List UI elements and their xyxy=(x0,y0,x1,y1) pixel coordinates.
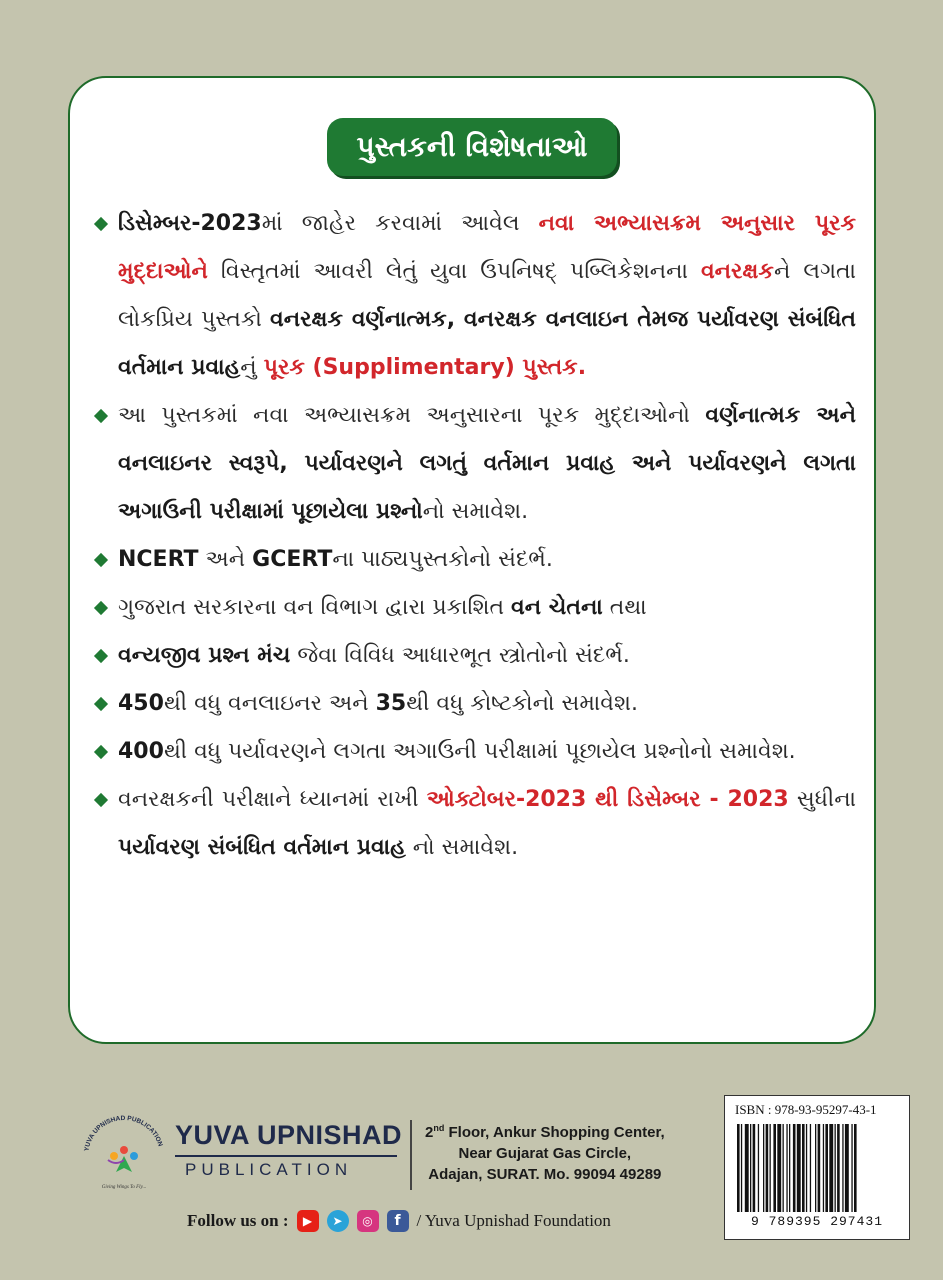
svg-text:YUVA UPNISHAD PUBLICATION: YUVA UPNISHAD PUBLICATION xyxy=(83,1114,164,1152)
feature-text: વન્યજીવ પ્રશ્ન મંચ xyxy=(118,643,291,668)
feature-text: ને લગતા લોકપ્રિય પુસ્તકો xyxy=(118,259,856,332)
feature-item xyxy=(96,536,856,584)
barcode-bar xyxy=(825,1124,828,1212)
barcode-bar xyxy=(797,1124,801,1212)
feature-text: આ પુસ્તકમાં નવા અભ્યાસક્રમ અનુસારના પૂરક મુદ્દાઓનો xyxy=(118,403,706,428)
barcode-bar xyxy=(750,1124,751,1212)
barcode-bar xyxy=(829,1124,833,1212)
barcode-bar xyxy=(810,1124,811,1212)
bullet-diamond-icon xyxy=(94,409,108,423)
barcode-bar xyxy=(837,1124,840,1212)
feature-item xyxy=(96,728,856,776)
feature-text: NCERT xyxy=(118,547,199,572)
publisher-divider xyxy=(175,1155,397,1157)
feature-text: 35 xyxy=(375,691,407,716)
feature-text: ઓક્ટોબર-2023 થી ડિસેમ્બર - 2023 xyxy=(426,787,789,812)
barcode-bar xyxy=(783,1124,784,1212)
feature-text: નો સમાવેશ. xyxy=(422,499,529,524)
barcode-bar xyxy=(758,1124,759,1212)
features-card xyxy=(68,76,876,1044)
isbn-digits: 9 789395 297431 xyxy=(750,1214,884,1229)
feature-text: ડિસેમ્બર-2023 xyxy=(118,211,262,236)
instagram-icon[interactable]: ◎ xyxy=(357,1210,379,1232)
facebook-icon[interactable]: f xyxy=(387,1210,409,1232)
feature-text: માં જાહેર કરવામાં આવેલ xyxy=(261,211,539,236)
feature-text: GCERT xyxy=(252,547,333,572)
feature-item xyxy=(96,680,856,728)
feature-text: વનરક્ષકની પરીક્ષાને ધ્યાનમાં રાખી xyxy=(118,787,427,812)
publisher-name: YUVA UPNISHAD xyxy=(175,1120,403,1150)
publisher-logo-icon xyxy=(78,1110,170,1202)
barcode-bar xyxy=(741,1124,742,1212)
barcode-bar xyxy=(793,1124,796,1212)
barcode-bar xyxy=(773,1124,776,1212)
features-heading: પુસ્તકની વિશેષતાઓ xyxy=(327,118,617,176)
feature-text: વર્ણનાત્મક અને વનલાઇનર સ્વરૂપે, પર્યાવરણને લગતું વર્તમાન પ્રવાહ અને પર્યાવરણને લગતા અગાઉની પરીક્ષામાં પૂછાયેલા પ્રશ્નો xyxy=(118,403,856,524)
feature-text: તથા xyxy=(602,595,647,620)
bullet-diamond-icon xyxy=(94,553,108,567)
feature-text: નું xyxy=(240,355,264,380)
feature-text: પૂરક (Supplimentary) પુસ્તક. xyxy=(263,355,587,380)
barcode-bar xyxy=(854,1124,857,1212)
barcode-bar xyxy=(845,1124,849,1212)
barcode-icon xyxy=(737,1124,897,1212)
feature-text: વન ચેતના xyxy=(511,595,603,620)
bullet-diamond-icon xyxy=(94,793,108,807)
feature-text: વિસ્તૃતમાં આવરી લેતું યુવા ઉપનિષદ્ પબ્લિકેશનના xyxy=(207,259,701,284)
isbn-label: ISBN : 978-93-95297-43-1 xyxy=(735,1102,877,1117)
features-list xyxy=(96,200,856,872)
barcode-bar xyxy=(823,1124,824,1212)
feature-text: થી વધુ કોષ્ટકોનો સમાવેશ. xyxy=(406,691,638,716)
footer-divider xyxy=(410,1120,412,1190)
feature-text: 400 xyxy=(118,739,164,764)
barcode-bar xyxy=(789,1124,790,1212)
social-handle[interactable]: / Yuva Upnishad Foundation xyxy=(416,1211,611,1230)
feature-text: થી વધુ પર્યાવરણને લગતા અગાઉની પરીક્ષામાં પૂછાયેલ પ્રશ્નોનો સમાવેશ. xyxy=(163,739,796,764)
barcode-bar xyxy=(835,1124,836,1212)
barcode-bar xyxy=(815,1124,816,1212)
isbn-barcode xyxy=(724,1095,910,1240)
bullet-diamond-icon xyxy=(94,217,108,231)
follow-label: Follow us on : xyxy=(187,1211,289,1230)
feature-text: જેવા વિવિધ આધારભૂત સ્ત્રોતોનો સંદર્ભ. xyxy=(290,643,630,668)
barcode-bar xyxy=(770,1124,771,1212)
feature-item xyxy=(96,776,856,872)
barcode-bar xyxy=(786,1124,787,1212)
barcode-bar xyxy=(763,1124,764,1212)
barcode-bar xyxy=(806,1124,807,1212)
feature-text: અને xyxy=(198,547,253,572)
feature-text: નવા અભ્યાસક્રમ અનુસાર પૂરક મુદ્દાઓને xyxy=(118,211,856,284)
barcode-bar xyxy=(737,1124,740,1212)
feature-text: પર્યાવરણ સંબંધિત વર્તમાન પ્રવાહ xyxy=(118,835,406,860)
bullet-diamond-icon xyxy=(94,697,108,711)
feature-item xyxy=(96,632,856,680)
barcode-bar xyxy=(745,1124,749,1212)
feature-text: વનરક્ષક xyxy=(700,259,774,284)
svg-text:Giving Wings To Fly...: Giving Wings To Fly... xyxy=(101,1185,147,1190)
publisher-address: 2nd Floor, Ankur Shopping Center, Near Gujarat Gas Circle, Adajan, SURAT. Mo. 99094 49289 xyxy=(425,1123,665,1183)
barcode-bar xyxy=(802,1124,805,1212)
telegram-icon[interactable]: ➤ xyxy=(327,1210,349,1232)
social-links xyxy=(187,1210,611,1232)
feature-item xyxy=(96,200,856,392)
barcode-bar xyxy=(766,1124,769,1212)
barcode-bar xyxy=(777,1124,781,1212)
barcode-bar xyxy=(753,1124,756,1212)
feature-text: નો સમાવેશ. xyxy=(405,835,519,860)
barcode-bar xyxy=(842,1124,843,1212)
barcode-bar xyxy=(851,1124,852,1212)
feature-text: 450 xyxy=(118,691,164,716)
feature-text: સુધીના xyxy=(788,787,856,812)
feature-text: થી વધુ વનલાઇનર અને xyxy=(163,691,376,716)
barcode-bar xyxy=(818,1124,821,1212)
youtube-icon[interactable]: ▶ xyxy=(297,1210,319,1232)
feature-text: ના પાઠ્યપુસ્તકોનો સંદર્ભ. xyxy=(332,547,553,572)
feature-item xyxy=(96,392,856,536)
publisher-subtitle: PUBLICATION xyxy=(185,1160,353,1179)
feature-text: ગુજરાત સરકારના વન વિભાગ દ્વારા પ્રકાશિત xyxy=(118,595,512,620)
bullet-diamond-icon xyxy=(94,649,108,663)
bullet-diamond-icon xyxy=(94,601,108,615)
feature-text: વનરક્ષક વર્ણનાત્મક, વનરક્ષક વનલાઇન તેમજ પર્યાવરણ સંબંધિત વર્તમાન પ્રવાહ xyxy=(118,307,856,380)
bullet-diamond-icon xyxy=(94,745,108,759)
feature-item xyxy=(96,584,856,632)
